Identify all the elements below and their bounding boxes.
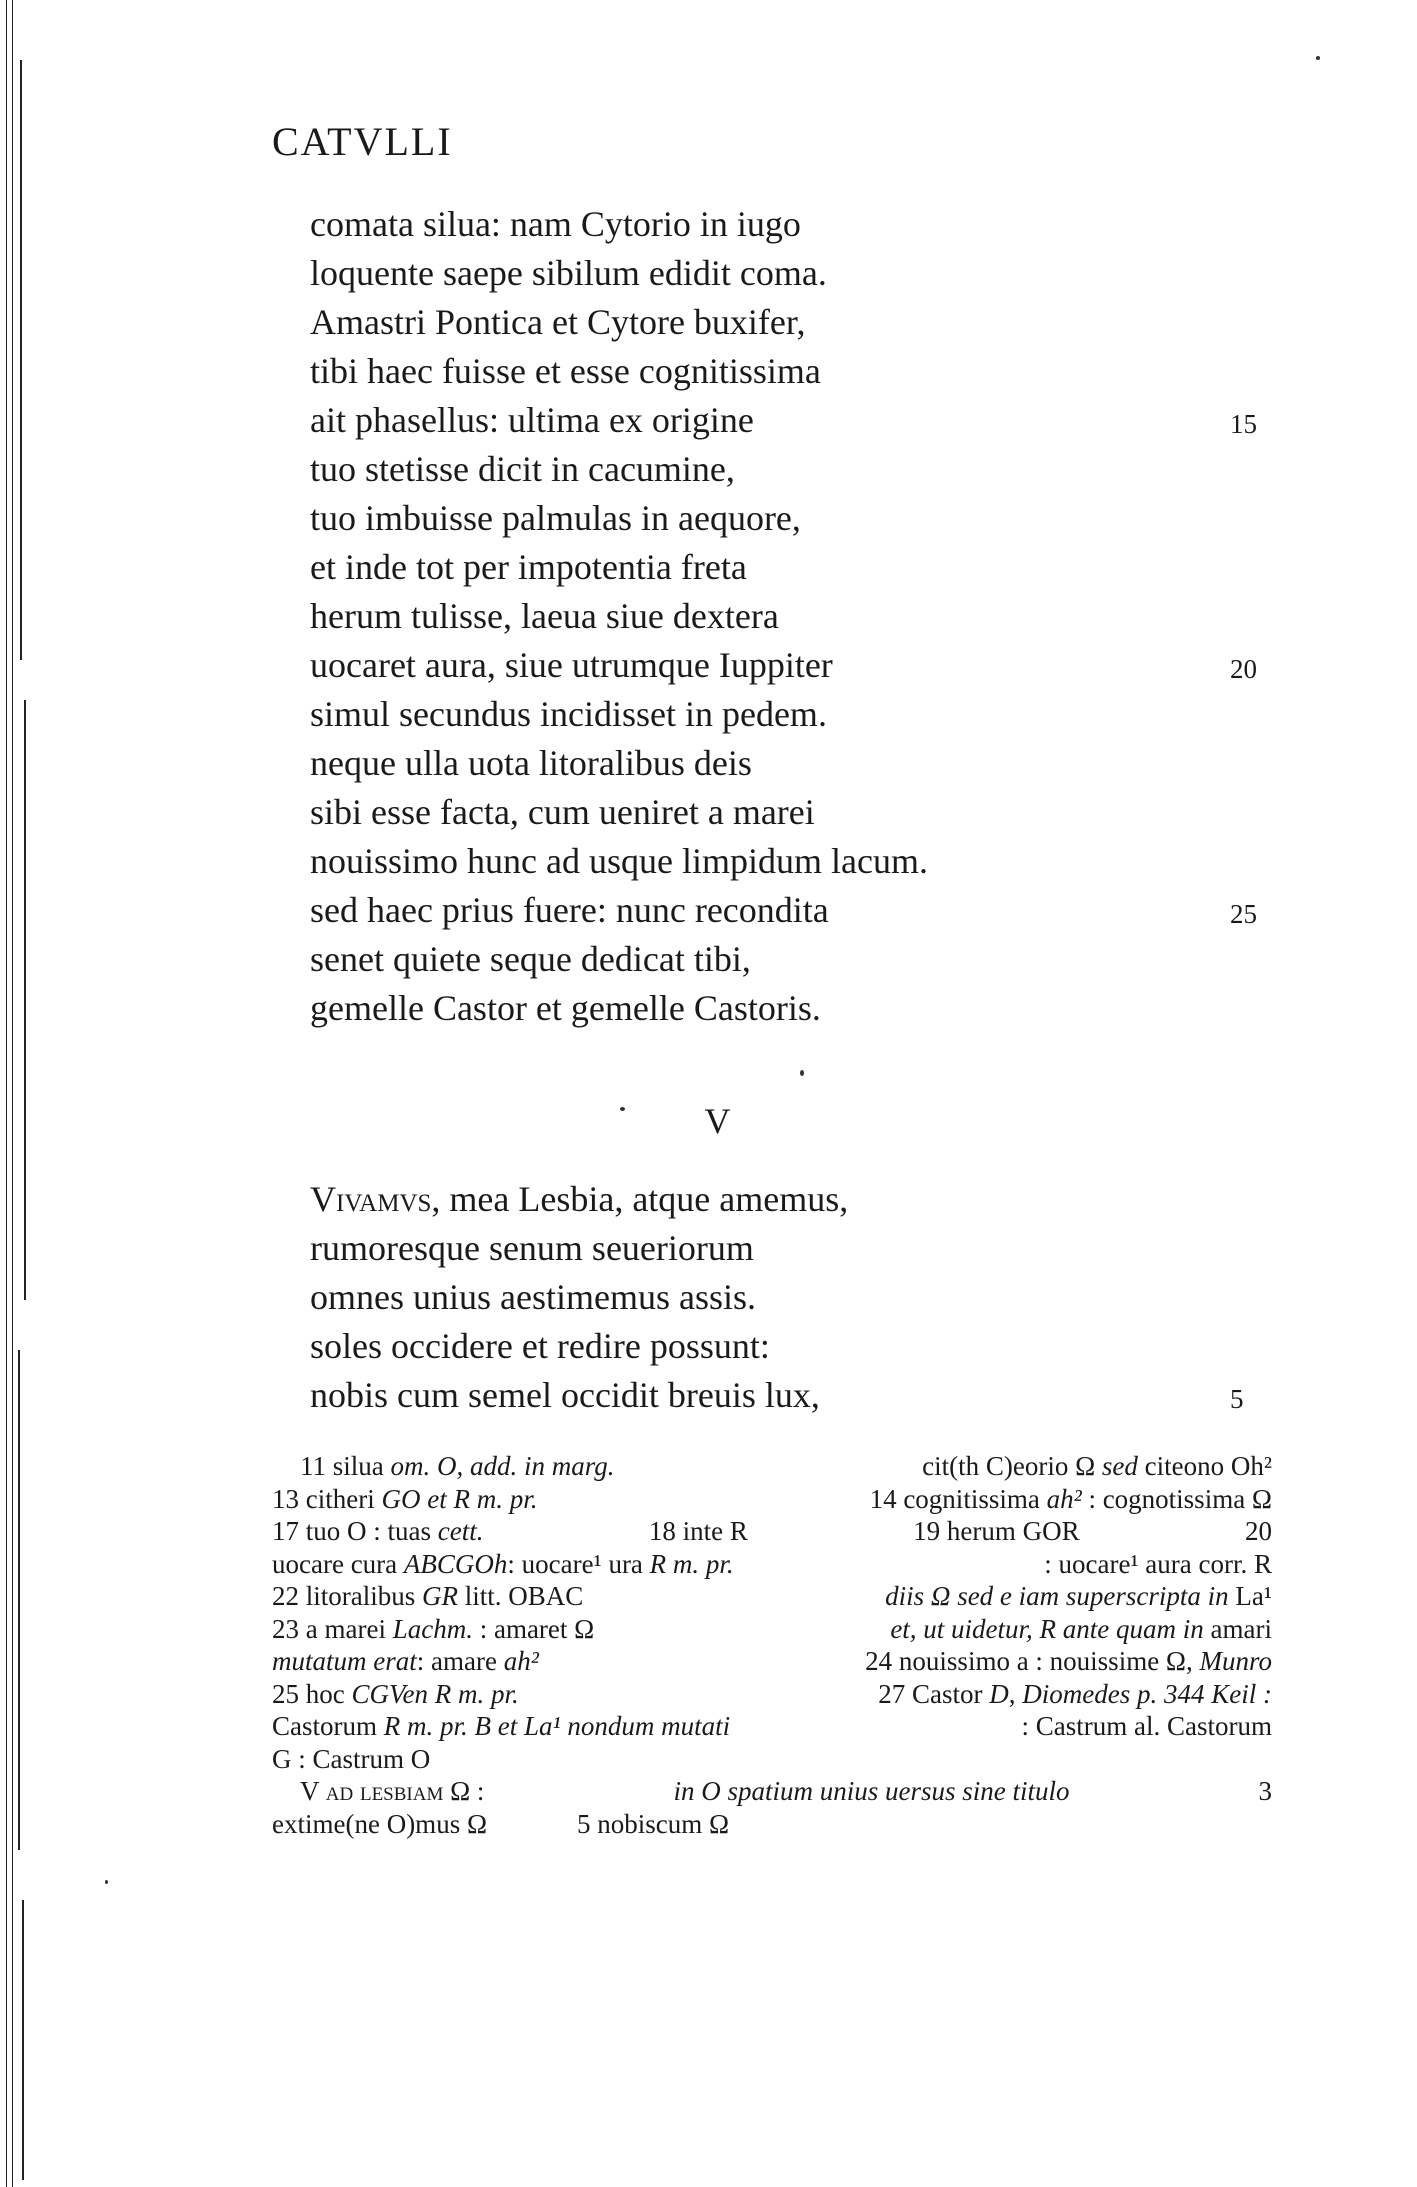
verse-line: et inde tot per impotentia freta: [310, 547, 747, 587]
incipit-word: Vivamvs,: [310, 1179, 441, 1219]
verse-line: soles occidere et redire possunt:: [310, 1326, 770, 1366]
line-number: 20: [1230, 654, 1257, 684]
apparatus-line: Castorum R m. pr. B et La¹ nondum mutati : Castrum al. Castorum: [272, 1711, 1272, 1741]
scan-speck: [105, 1880, 108, 1884]
poem-v: [310, 1175, 1270, 1420]
verse-line: tibi haec fuisse et esse cognitissima: [310, 351, 821, 391]
verse-line: Vivamvs, mea Lesbia, atque amemus,: [310, 1179, 849, 1219]
line-number: 5: [1230, 1384, 1244, 1414]
verse-line: tuo imbuisse palmulas in aequore,: [310, 498, 801, 538]
verse-line: sibi esse facta, cum ueniret a marei: [310, 792, 815, 832]
apparatus-line: 22 litoralibus GR litt. OBAC diis Ω sed e iam superscripta in La¹: [272, 1581, 1272, 1611]
apparatus-line: mutatum erat: amare ah² 24 nouissimo a : nouissime Ω, Munro: [272, 1646, 1272, 1676]
apparatus-line: 17 tuo O : tuas cett. 18 inte R 19 herum GOR 20: [272, 1516, 1272, 1546]
verse-line: simul secundus incidisset in pedem.: [310, 694, 827, 734]
verse-line: omnes unius aestimemus assis.: [310, 1277, 756, 1317]
apparatus-line: extime(ne O)mus Ω 5 nobiscum Ω: [272, 1808, 730, 1839]
verse-line: herum tulisse, laeua siue dextera: [310, 596, 779, 636]
apparatus-line: G : Castrum O: [272, 1743, 431, 1774]
verse-line: loquente saepe sibilum edidit coma.: [310, 253, 827, 293]
scan-speck: [1316, 56, 1320, 60]
apparatus-line: uocare cura ABCGOh: uocare¹ ura R m. pr. : uocare¹ aura corr. R: [272, 1548, 1272, 1579]
verse-line: senet quiete seque dedicat tibi,: [310, 939, 751, 979]
line-number: 15: [1230, 409, 1257, 439]
scan-speck: [800, 1070, 804, 1076]
apparatus-line: 25 hoc CGVen R m. pr. 27 Castor D, Diomedes p. 344 Keil :: [272, 1678, 1272, 1709]
apparatus-line: 11 silua om. O, add. in marg. cit(th C)eorio Ω sed citeono Oh²: [300, 1451, 1272, 1481]
verse-line: nobis cum semel occidit breuis lux, 5: [310, 1371, 1270, 1420]
running-head: CATVLLI: [272, 119, 453, 164]
verse-line: Amastri Pontica et Cytore buxifer,: [310, 302, 806, 342]
verse-line: rumoresque senum seueriorum: [310, 1228, 754, 1268]
verse-line: comata silua: nam Cytorio in iugo: [310, 204, 801, 244]
scan-speck: [620, 1107, 625, 1111]
poem-iv-continuation: [310, 200, 1270, 1033]
scan-binding-edge: [0, 0, 38, 2187]
apparatus-line: 23 a marei Lachm. : amaret Ω et, ut uidetur, R ante quam in amari: [272, 1613, 1272, 1644]
verse-line: nouissimo hunc ad usque limpidum lacum.: [310, 841, 928, 881]
verse-line: sed haec prius fuere: nunc recondita 25: [310, 886, 1270, 935]
verse-line: uocaret aura, siue utrumque Iuppiter 20: [310, 641, 1270, 690]
apparatus-line: V ad lesbiam Ω : in O spatium unius uersus sine titulo 3: [300, 1776, 1272, 1806]
verse-line: neque ulla uota litoralibus deis: [310, 743, 752, 783]
verse-line: tuo stetisse dicit in cacumine,: [310, 449, 735, 489]
line-number: 25: [1230, 899, 1257, 929]
verse-line: gemelle Castor et gemelle Castoris.: [310, 988, 821, 1028]
apparatus-line: 13 citheri GO et R m. pr. 14 cognitissima ah² : cognotissima Ω: [272, 1483, 1272, 1514]
poem-v-title: V: [704, 1101, 731, 1141]
critical-apparatus: [272, 1450, 1272, 1840]
verse-line: ait phasellus: ultima ex origine 15: [310, 396, 1270, 445]
